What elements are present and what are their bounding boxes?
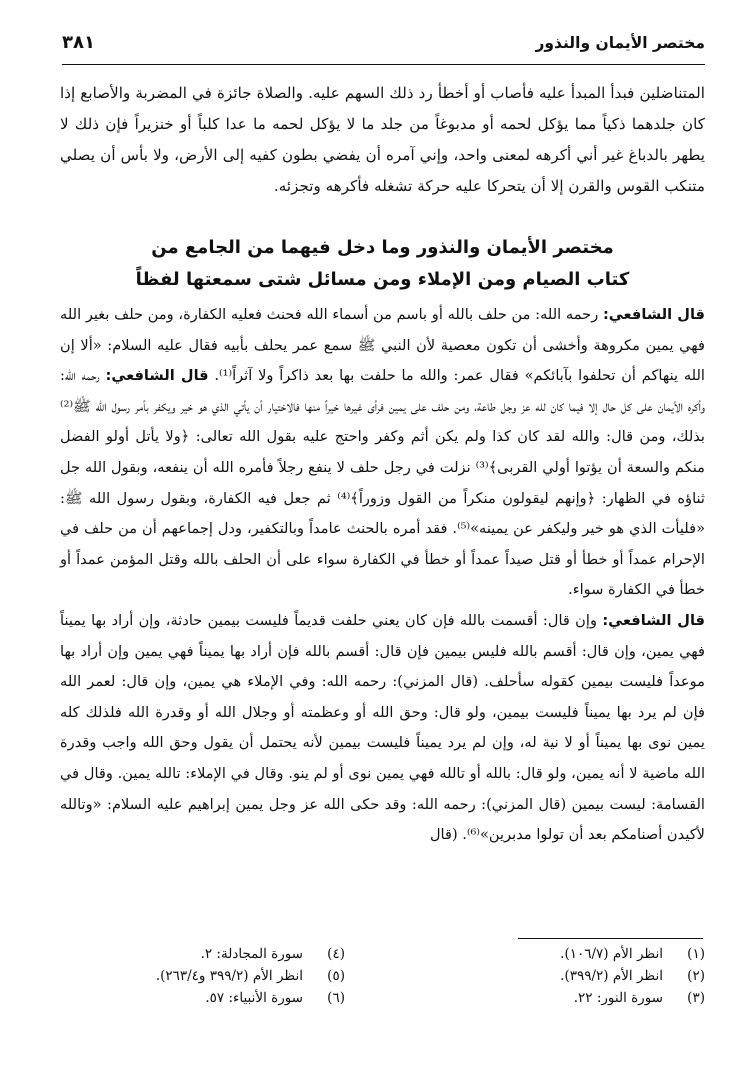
- section-heading-line-1: مختصر الأيمان والنذور وما دخل فيهما من الجامع من: [151, 237, 614, 258]
- paragraph-text: وإن قال: أقسمت بالله فإن كان يعني حلفت قديماً فليست بيمين حادثة، وإن أراد بها يميناً فهي يمين، وإن قال: أقسم بالله فليس بيمين فإن قال: أقسم بالله فإن أراد بها يميناً فهي يمين وإن أراد بها موعداً فليست بيمين كقوله سأحلف. (قال المزني): رحمه الله: وفي الإملاء هي يمين، وإن قال: لعمر الله فإن لم يرد بها يميناً فليست بيمين، ولو قال: وحق الله أو وعظمته أو وجلال الله أو وقدرة الله فلذلك كله يمين نوى بها يميناً أو لا نية له، وإن لم يرد يميناً فليست بيمين لأنه يحتمل أن يقول وحق الله واجب وقدرة الله ماضية لا أنه يمين، ولو قال: بالله أو تالله فهي يمين نوى أو لم ينو. وقال في الإملاء: تالله يمين. وقال في القسامة: ليست بيمين (قال المزني): رحمه الله: وقد حكى الله عز وجل يمين إبراهيم عليه السلام: «وتالله لأكيدن أصنامكم بعد أن تولوا مدبرين»⁽⁶⁾. (قال: [60, 611, 705, 844]
- footnotes-left-column: [65, 943, 345, 1009]
- footnote-number: (٢): [687, 968, 705, 984]
- page-number: ٣٨١: [62, 32, 95, 53]
- footnote-text: سورة المجادلة: ٢.: [200, 946, 303, 962]
- footnote-text: سورة النور: ٢٢.: [573, 990, 663, 1006]
- footnote-number: (٤): [327, 946, 345, 962]
- footnote-number: (٥): [327, 968, 345, 984]
- footnote: [475, 965, 705, 987]
- paragraph-text: رحمه الله: وأكره الأيمان على كل حال إلا فيما كان لله عز وجل طاعة، ومن حلف على يمين فرأى غيرها خيراً منها فالاختيار أن يأتي الذي هو خير ويكفر بأمر رسول الله ﷺ⁽²⁾ بذلك، ومن قال: والله لقد كان كذا ولم يكن أثم وكفر واحتج عليه بقول الله تعالى: ﴿ولا يأتل أولو الفضل منكم والسعة أن يؤتوا أولي القربى﴾⁽³⁾ نزلت في رجل حلف لا ينفع رجلاً فأمره الله أن ينفعه، وبقول الله جل ثناؤه في الظهار: ﴿وإنهم ليقولون منكراً من القول وزوراً﴾⁽⁴⁾ ثم جعل فيه الكفارة، وبقول رسول الله ﷺ: «فليأت الذي هو خير وليكفر عن يمينه»⁽⁵⁾. فقد أمره بالحنث عامداً وبالتكفير، ودل إجماعهم أن من حلف في الإحرام عمداً أو خطأ أو قتل صيداً عمداً أو خطأ في الكفارة سواء على أن الحلف بالله وقتل المؤمن عمداً أو خطأ في الكفارة سواء.: [60, 367, 705, 599]
- speaker-label: قال الشافعي:: [105, 367, 209, 385]
- footnote-number: (٣): [687, 990, 705, 1006]
- section-heading-line-2: كتاب الصيام ومن الإملاء ومن مسائل شتى سمعتها لفظاً: [135, 269, 630, 290]
- speaker-label: قال الشافعي:: [602, 306, 705, 323]
- footnote: [475, 987, 705, 1009]
- footnote-text: سورة الأنبياء: ٥٧.: [205, 990, 303, 1006]
- footnote-number: (١): [687, 946, 705, 962]
- header-title: مختصر الأيمان والنذور: [535, 34, 705, 52]
- footnote-number: (٦): [327, 990, 345, 1006]
- paragraph-text: رحمه الله: من حلف بالله أو باسم من أسماء الله فحنث فعليه الكفارة، ومن حلف بغير الله فهي يمين مكروهة وأخشى أن تكون معصية لأن النبي ﷺ سمع عمر يحلف بأبيه فقال عليه السلام: «ألا إن الله ينهاكم أن تحلفوا بآبائكم» فقال عمر: والله ما حلفت بها بعد ذاكراً ولا آثراً⁽¹⁾.: [60, 306, 705, 385]
- footnote: [65, 943, 345, 965]
- intro-paragraph: المتناضلين فبدأ المبدأ عليه فأصاب أو أخطأ رد ذلك السهم عليه. والصلاة جائزة في المضربة والأصابع إذا كان جلدهما ذكياً مما يؤكل لحمه أو مدبوغاً من جلد ما لا يؤكل لحمه ما عدا كلباً أو خنزيراً فإن ذلك لا يطهر بالدباغ غير أني أكرهه لمعنى واحد، وإني آمره أن يفضي بطون كفيه إلى الأرض، ولا بأس أن يصلي متنكب القوس والقرن إلا أن يتحركا عليه حركة تشغله فأكرهه وتجزئه.: [60, 84, 705, 195]
- footnotes-right-column: [475, 943, 705, 1009]
- footnote: [65, 965, 345, 987]
- footnote-divider: [518, 938, 703, 939]
- main-text: [60, 300, 705, 851]
- footnote: [475, 943, 705, 965]
- footnote: [65, 987, 345, 1009]
- paragraph: [60, 300, 705, 606]
- running-header: [62, 30, 705, 65]
- footnote-text: انظر الأم (١٠٦/٧).: [560, 946, 663, 962]
- footnote-text: انظر الأم (٣٩٩/٢).: [560, 968, 663, 984]
- paragraph: [60, 606, 705, 851]
- speaker-label: قال الشافعي:: [602, 611, 705, 629]
- section-heading: [60, 232, 705, 296]
- footnote-text: انظر الأم (٣٩٩/٢ و٢٦٣/٤).: [155, 968, 303, 984]
